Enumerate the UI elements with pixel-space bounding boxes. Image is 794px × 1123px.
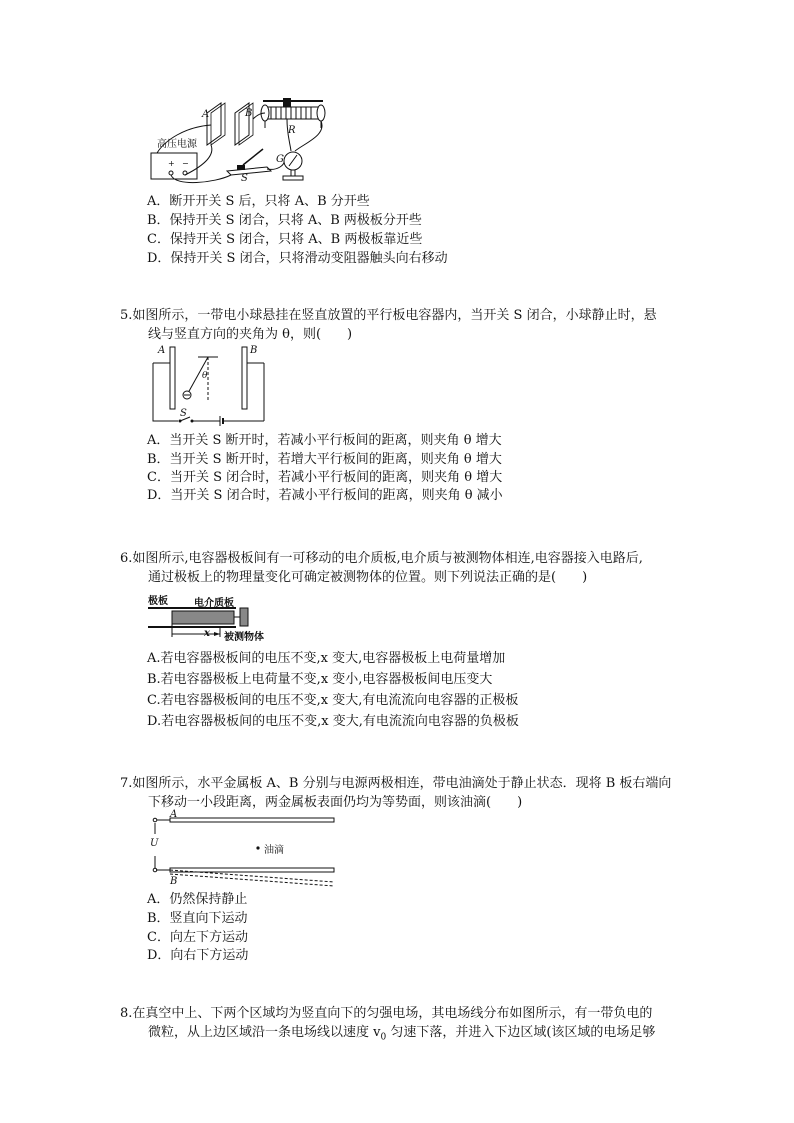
q6-label-dielectric: 电介质板 xyxy=(194,598,234,609)
q5-option-b: B．当开关 S 断开时，若增大平行板间的距离，则夹角 θ 增大 xyxy=(147,452,502,467)
q5-stem-line2: 线与竖直方向的夹角为 θ，则( ) xyxy=(148,327,353,342)
q5-option-d: D．当开关 S 闭合时，若减小平行板间的距离，则夹角 θ 减小 xyxy=(147,488,503,503)
q6-option-c: C.若电容器极板间的电压不变,x 变大,有电流流向电容器的正极板 xyxy=(147,693,519,708)
q5-label-b: B xyxy=(250,345,258,356)
q7-option-a: A．仍然保持静止 xyxy=(147,892,248,907)
q7-stem xyxy=(120,774,700,812)
q4-option-b: B．保持开关 S 闭合，只将 A、B 两极板分开些 xyxy=(147,213,422,228)
q4-label-g: G xyxy=(276,154,284,165)
q6-option-d: D.若电容器极板间的电压不变,x 变大,有电流流向电容器的负极板 xyxy=(147,714,519,729)
q6-option-b: B.若电容器极板上电荷量不变,x 变小,电容器极板间电压变大 xyxy=(147,672,493,687)
q7-option-c: C．向左下方运动 xyxy=(147,930,248,945)
q6-stem-line2: 通过极板上的物理量变化可确定被测物体的位置。则下列说法正确的是( ) xyxy=(148,570,588,585)
q8-stem xyxy=(120,1004,700,1048)
q7-option-d: D．向右下方运动 xyxy=(147,948,249,963)
q7-label-b: B xyxy=(170,876,178,887)
q7-option-b: B．竖直向下运动 xyxy=(147,911,248,926)
q6-label-object: 被测物体 xyxy=(224,632,264,643)
q5-label-theta: θ xyxy=(202,371,208,381)
q7-label-u: U xyxy=(150,838,159,849)
q6-figure xyxy=(148,591,278,641)
q4-label-r: R xyxy=(288,125,296,136)
q5-figure xyxy=(150,345,270,427)
q5-label-s: S xyxy=(180,408,187,419)
q4-label-a: A xyxy=(202,109,210,120)
q6-option-a: A.若电容器极板间的电压不变,x 变大,电容器极板上电荷量增加 xyxy=(147,651,506,666)
q8-subscript-zero: 0 xyxy=(380,1032,387,1043)
q4-label-s: S xyxy=(241,173,248,184)
q5-stem-line1: 5.如图所示，一带电小球悬挂在竖直放置的平行板电容器内，当开关 S 闭合，小球静止时，悬 xyxy=(120,308,657,323)
q4-option-d: D．保持开关 S 闭合，只将滑动变阻器触头向右移动 xyxy=(147,251,448,266)
q7-label-a: A xyxy=(170,809,178,820)
q8-stem-line1: 8.在真空中上、下两个区域均为竖直向下的匀强电场，其电场线分布如图所示，有一带负电的 xyxy=(120,1006,653,1021)
q7-stem-line2: 下移动一小段距离，两金属板表面仍均为等势面，则该油滴( ) xyxy=(148,795,523,810)
q6-label-x: x xyxy=(204,628,210,639)
q5-stem xyxy=(120,306,700,344)
q4-option-a: A．断开开关 S 后，只将 A、B 分开些 xyxy=(147,194,370,209)
q4-option-c: C．保持开关 S 闭合，只将 A、B 两极板靠近些 xyxy=(147,232,423,247)
q8-stem-line2-b: 匀速下落，并进入下边区域(该区域的电场足够 xyxy=(386,1025,656,1040)
q7-label-drop: 油滴 xyxy=(264,845,284,856)
q6-label-plate: 极板 xyxy=(148,596,168,607)
q4-figure xyxy=(145,95,335,190)
q6-stem xyxy=(120,549,700,587)
q8-stem-line2-a: 微粒，从上边区域沿一条电场线以速度 v xyxy=(148,1025,381,1040)
q4-label-plus: + xyxy=(168,159,175,168)
q4-label-b: B xyxy=(245,108,253,119)
q5-capacitor-diagram xyxy=(150,345,270,427)
q4-label-source: 高压电源 xyxy=(157,139,197,150)
q6-stem-line1: 6.如图所示,电容器极板间有一可移动的电介质板,电介质与被测物体相连,电容器接入电路后, xyxy=(120,551,643,566)
q8-stem-line2 xyxy=(120,1023,700,1048)
q7-figure xyxy=(146,809,346,890)
q5-label-a: A xyxy=(158,345,166,356)
q7-stem-line1: 7.如图所示，水平金属板 A、B 分别与电源两极相连，带电油滴处于静止状态．现将 B 板右端向 xyxy=(120,776,672,791)
q5-option-a: A．当开关 S 断开时，若减小平行板间的距离，则夹角 θ 增大 xyxy=(147,433,502,448)
q5-option-c: C．当开关 S 闭合时，若减小平行板间的距离，则夹角 θ 增大 xyxy=(147,470,503,485)
q4-label-minus: − xyxy=(182,159,189,168)
